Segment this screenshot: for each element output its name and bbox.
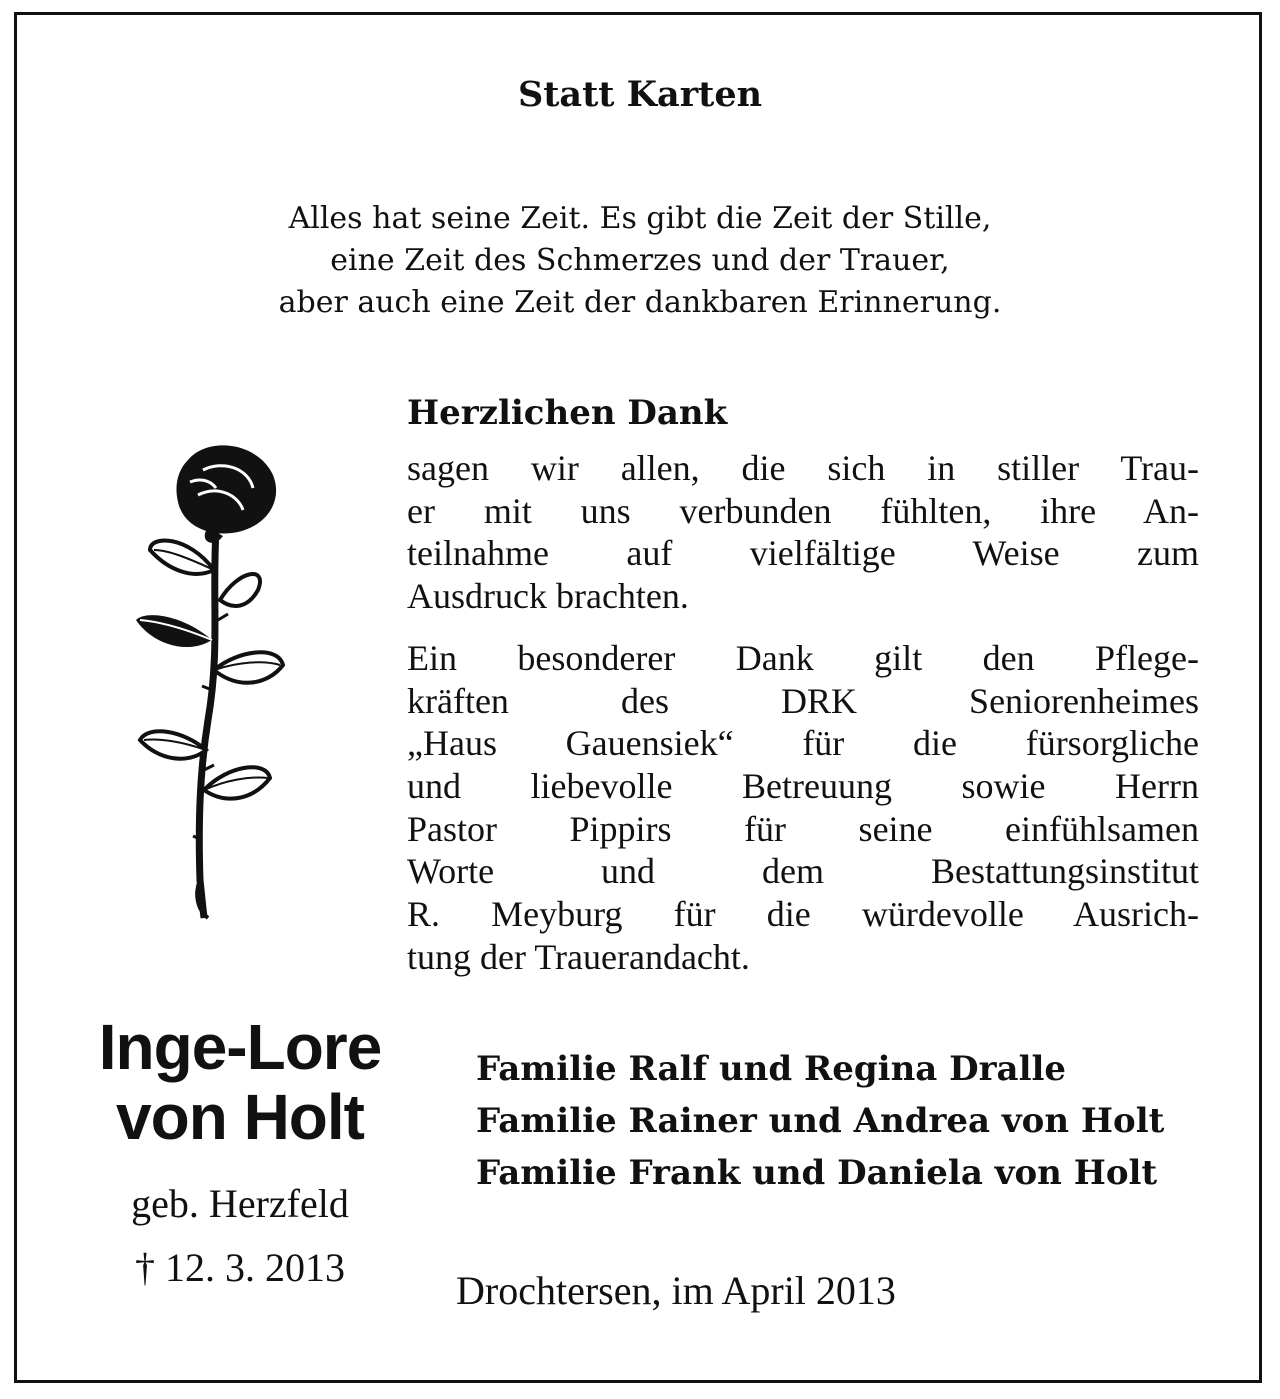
rose-icon	[128, 440, 288, 930]
thanks-paragraph-1	[407, 447, 1199, 618]
quote-line: Alles hat seine Zeit. Es gibt die Zeit der Stille,	[288, 201, 992, 236]
paragraph-line: tung der Trauerandacht.	[407, 936, 750, 977]
quote	[0, 198, 1280, 324]
thanks-paragraph-2	[407, 637, 1199, 979]
paragraph-line: sagen wir allen, die sich in stiller Trau-	[407, 448, 1199, 488]
family-entry: Familie Rainer und Andrea von Holt	[476, 1101, 1165, 1141]
paragraph-line: kräften des DRK Seniorenheimes	[407, 680, 1199, 721]
families-list	[476, 1043, 1164, 1199]
paragraph-line: er mit uns verbunden fühlten, ihre An-	[407, 490, 1199, 531]
quote-line: eine Zeit des Schmerzes und der Trauer,	[330, 243, 950, 278]
paragraph-line: „Haus Gauensiek“ für die fürsorgliche	[407, 723, 1199, 764]
notice-heading: Statt Karten	[517, 74, 763, 115]
paragraph-line: Worte und dem Bestattungsinstitut	[407, 851, 1199, 892]
family-entry: Familie Frank und Daniela von Holt	[476, 1153, 1158, 1193]
death-date: † 12. 3. 2013	[135, 1245, 345, 1290]
deceased-name	[40, 1012, 440, 1152]
paragraph-line: Ausdruck brachten.	[407, 576, 689, 617]
quote-line: aber auch eine Zeit der dankbaren Erinnerung.	[278, 285, 1002, 320]
paragraph-line: Ein besonderer Dank gilt den Pflege-	[407, 638, 1199, 678]
place-date: Drochtersen, im April 2013	[456, 1268, 896, 1313]
paragraph-line: R. Meyburg für die würdevolle Ausrich-	[407, 894, 1199, 935]
paragraph-line: Pastor Pippirs für seine einfühlsamen	[407, 808, 1199, 849]
family-entry: Familie Ralf und Regina Dralle	[476, 1049, 1067, 1089]
deceased-name-line: Inge-Lore	[98, 1011, 382, 1083]
paragraph-line: teilnahme auf vielfältige Weise zum	[407, 533, 1199, 574]
paragraph-line: und liebevolle Betreuung sowie Herrn	[407, 766, 1199, 807]
deceased-name-line: von Holt	[116, 1081, 364, 1153]
thanks-title: Herzlichen Dank	[407, 393, 728, 433]
maiden-name: geb. Herzfeld	[131, 1181, 349, 1226]
